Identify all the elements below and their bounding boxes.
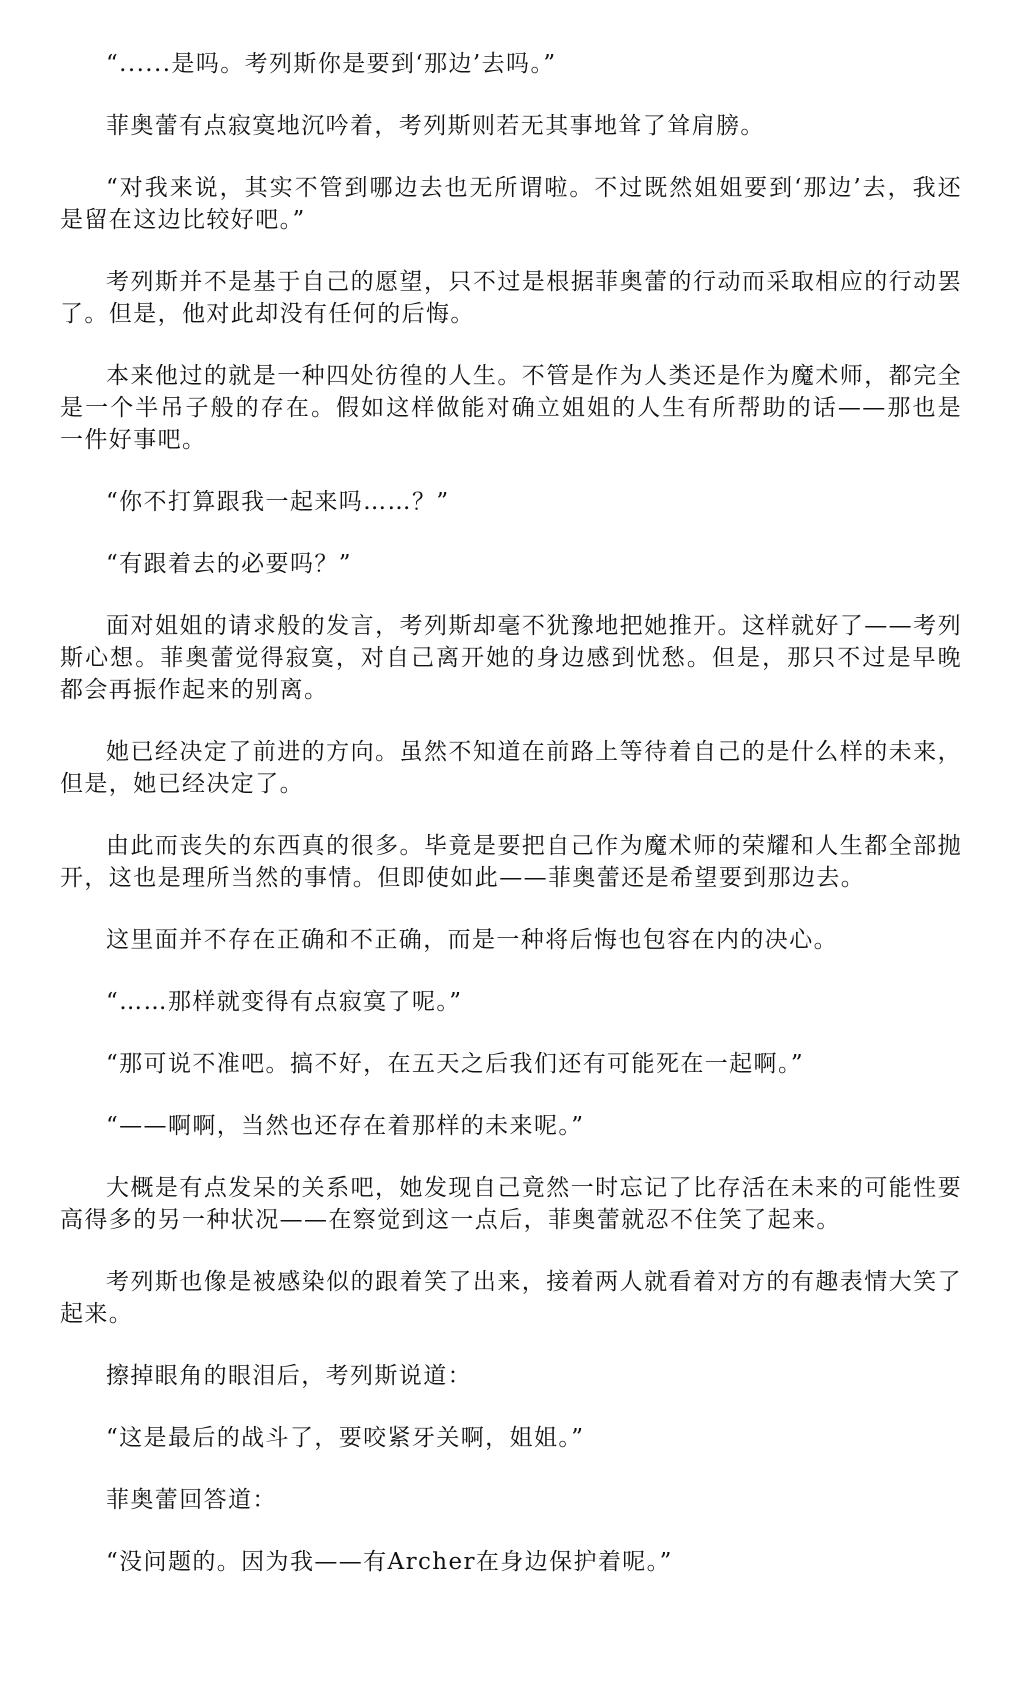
paragraph-15: 大概是有点发呆的关系吧，她发现自己竟然一时忘记了比存活在未来的可能性要高得多的另一种状况——在察觉到这一点后，菲奥蕾就忍不住笑了起来。 — [60, 1175, 962, 1233]
paragraph-9: 她已经决定了前进的方向。虽然不知道在前路上等待着自己的是什么样的未来，但是，她已经决定了。 — [60, 739, 962, 797]
paragraph-10: 由此而丧失的东西真的很多。毕竟是要把自己作为魔术师的荣耀和人生都全部抛开，这也是理所当然的事情。但即使如此——菲奥蕾还是希望要到那边去。 — [60, 833, 962, 891]
paragraph-16: 考列斯也像是被感染似的跟着笑了出来，接着两人就看着对方的有趣表情大笑了起来。 — [60, 1269, 962, 1327]
paragraph-14: “——啊啊，当然也还存在着那样的未来呢。” — [106, 1113, 585, 1139]
paragraph-6: “你不打算跟我一起来吗……？” — [106, 489, 450, 515]
paragraph-20: “没问题的。因为我——有Archer在身边保护着呢。” — [106, 1549, 673, 1575]
paragraph-5: 本来他过的就是一种四处彷徨的人生。不管是作为人类还是作为魔术师，都完全是一个半吊子般的存在。假如这样做能对确立姐姐的人生有所帮助的话——那也是一件好事吧。 — [60, 363, 962, 453]
paragraph-11: 这里面并不存在正确和不正确，而是一种将后悔也包容在内的决心。 — [106, 927, 838, 953]
paragraph-19: 菲奥蕾回答道： — [106, 1487, 277, 1513]
paragraph-12: “……那样就变得有点寂寞了呢。” — [106, 989, 463, 1015]
paragraph-13: “那可说不准吧。搞不好，在五天之后我们还有可能死在一起啊。” — [106, 1051, 805, 1077]
paragraph-3: “对我来说，其实不管到哪边去也无所谓啦。不过既然姐姐要到‘那边’去，我还是留在这边比较好吧。” — [60, 175, 962, 233]
paragraph-17: 擦掉眼角的眼泪后，考列斯说道： — [106, 1363, 472, 1389]
paragraph-7: “有跟着去的必要吗？” — [106, 551, 352, 577]
paragraph-4: 考列斯并不是基于自己的愿望，只不过是根据菲奥蕾的行动而采取相应的行动罢了。但是，他对此却没有任何的后悔。 — [60, 269, 962, 327]
paragraph-2: 菲奥蕾有点寂寞地沉吟着，考列斯则若无其事地耸了耸肩膀。 — [106, 113, 765, 139]
paragraph-18: “这是最后的战斗了，要咬紧牙关啊，姐姐。” — [106, 1425, 585, 1451]
paragraph-1: “......是吗。考列斯你是要到‘那边’去吗。” — [106, 51, 557, 77]
paragraph-8: 面对姐姐的请求般的发言，考列斯却毫不犹豫地把她推开。这样就好了——考列斯心想。菲奥蕾觉得寂寞，对自己离开她的身边感到忧愁。但是，那只不过是早晚都会再振作起来的别离。 — [60, 613, 962, 703]
